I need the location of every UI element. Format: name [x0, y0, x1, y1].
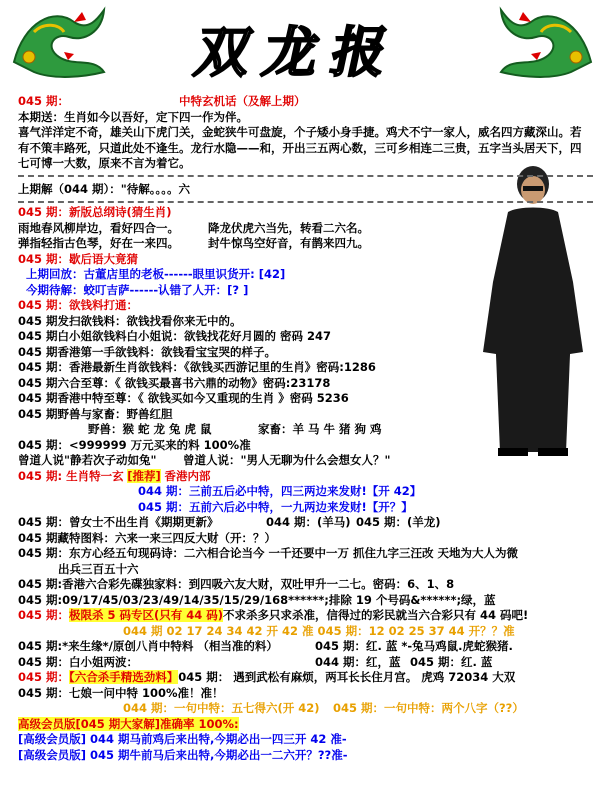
- text-line: 045 期：红. 蓝 *-兔马鸡鼠.虎蛇猴猪.: [315, 639, 513, 653]
- text-line: 野兽：猴 蛇 龙 兔 虎 鼠: [88, 422, 212, 436]
- poem-line: 弹指轻指古色琴，好在一来四。: [18, 236, 179, 250]
- issue-label: 045 期：: [18, 298, 70, 312]
- text-line: 045 期:*来生缘*/原创八肖中特料 （相当准的料）: [18, 639, 278, 653]
- content: [18, 94, 593, 763]
- section-title: 新版总纲诗(猜生肖): [69, 205, 172, 219]
- text-line: 曾道人说："男人无聊为什么会想女人？": [183, 453, 391, 467]
- section-header-1: [18, 94, 593, 110]
- text-line: 家畜：羊 马 牛 猪 狗 鸡: [258, 422, 382, 436]
- text-line: 045 期：一句中特：两个八字（??）: [333, 701, 524, 715]
- text-line: 045 期：香港最新生肖欲钱料：《欲钱买西游记里的生肖》密码:1286: [18, 360, 376, 374]
- answer-box: [? ]: [227, 282, 249, 297]
- header: [0, 0, 607, 92]
- issue-label: 045 期：: [18, 608, 70, 622]
- text-paragraph: 喜气洋洋定不奇，雄关山下虎门关，金蛇狭牛可盘旋，个子矮小身手捷。鸡犬不宁一家人，威名四方藏深山。若有不策丰路死，只道此处不逢生。龙行水隐——和，开出三五两心数，三可乡相连二三贵，五字当头居天下，四七可博一大数，原来不言为着它。: [18, 125, 582, 170]
- text-line: [高级会员版] 045 期牛前马后来出特,今期必出一二六开？??准-: [18, 747, 348, 762]
- text-line: 045 期:香港六合彩先碟独家料：到四吸六友大财，双吐甲升一二七。密码：6、1、8: [18, 577, 455, 591]
- text-line: 044 期 02 17 24 34 42 开 42 准 045 期：12 02 25 37 44 开？？准: [123, 623, 515, 638]
- text-line: 045 期：红. 蓝: [410, 654, 493, 669]
- dragon-right-icon: [491, 2, 601, 82]
- divider: [18, 201, 593, 203]
- text-line: 045 期：曾女士不出生肖《期期更新》: [18, 515, 219, 529]
- text-line: 044 期：一句中特：五七得六(开 42): [123, 701, 320, 715]
- issue-label: 045 期：: [18, 94, 70, 108]
- poem-line: 封牛惊鸟空好音，有鹊来四九。: [208, 236, 369, 250]
- dragon-left-icon: [4, 2, 114, 82]
- member-badge: [045 期大家解]: [75, 716, 161, 731]
- text-line: 045 期香港中特至尊：《 欲钱买如今又重现的生肖 》密码 5236: [18, 391, 349, 405]
- section-title: 香港内部: [164, 468, 211, 483]
- poem-line: 降龙伏虎六当先，转看二六名。: [208, 220, 369, 235]
- kill-zone-badge: 极限杀 5 码专区(只有 44 码): [69, 608, 224, 622]
- text-line: 045 期:09/17/45/03/23/49/14/35/15/29/168******;排除 19 个号码&******;绿，蓝: [18, 592, 496, 607]
- text-line: 045 期： 遇到武松有麻烦，两耳长长住月宫。 虎鸡 72034 大双: [178, 670, 516, 684]
- issue-label: 045 期：: [18, 670, 70, 684]
- recommend-badge: [推荐]: [127, 468, 161, 483]
- text-line: 曾道人说"静若次子动如兔": [18, 453, 157, 467]
- text-line: 045 期藏特图料：六来一来三四反大财（开：？）: [18, 530, 277, 545]
- text-line: 045 期野兽与家畜：野兽红胆: [18, 406, 173, 421]
- accuracy-badge: 准确率 100%:: [160, 716, 239, 731]
- text-line: 044 期：三前五后必中特，四三两边来发财!【开 42】: [138, 484, 422, 498]
- text-line: 045 期：白小姐两波：: [18, 654, 139, 669]
- text-line: 044 期：(羊马): [266, 515, 351, 529]
- text-line: 045 期白小姐欲钱料白小姐说：欲钱找花好月圆的 密码 247: [18, 329, 332, 343]
- text-line: 045 期香港第一手欲钱料：欲钱看宝宝哭的样子。: [18, 344, 277, 359]
- text-line: 045 期：东方心经五句现码诗：二六相合论当今 一千还要中一万 抓住九字三汪改 天地为大人为微: [18, 546, 519, 560]
- section-title: 歇后语大竟猜: [69, 251, 139, 266]
- text-line: 045 期：五前六后必中特，一九两边来发财!【开？】: [138, 499, 413, 514]
- issue-label: 045 期: 生肖特一玄: [18, 468, 124, 483]
- issue-label: 045 期：: [18, 251, 70, 266]
- text-line: 出兵三百五十六: [58, 561, 139, 576]
- text-line: 045 期：七娘一问中特 100%准！准！: [18, 685, 224, 700]
- text-line: 上期回放：古董店里的老板------眼里识货开: [42]: [26, 267, 286, 281]
- member-badge: 高级会员版: [18, 716, 76, 731]
- text-line: 045 期：<999999 万元买来的料 100%准: [18, 437, 251, 452]
- text-line: 上期解（044 期）："待解。。。。六: [18, 181, 190, 196]
- issue-label: 045 期：: [18, 205, 70, 219]
- divider: [18, 175, 593, 177]
- killer-badge: 【六合杀手精选劲料】: [69, 670, 179, 684]
- text-line: 不求杀多只求杀准，信得过的彩民就当六合彩只有 44 码吧!: [223, 608, 529, 622]
- text-line: 045 期发扫欲钱料：欲钱找看你来无中的。: [18, 313, 242, 328]
- text-line: 044 期：红，蓝: [315, 654, 401, 669]
- text-line: 045 期：(羊龙): [356, 515, 441, 529]
- section-title: 中特玄机话（及解上期）: [179, 94, 306, 108]
- text-line: 今期待解：蛟叮吉萨------认错了人开：: [26, 282, 228, 297]
- newspaper-title: 双龙报: [189, 20, 408, 84]
- text-line: [高级会员版] 044 期马前鸡后来出特,今期必出一四三开 42 准-: [18, 732, 347, 746]
- text-line: 045 期六合至尊：《 欲钱买最喜书六鼎的动物》密码:23178: [18, 375, 331, 390]
- text-line: 本期送：生肖如今以吾好，定下四一作为伴。: [18, 109, 248, 124]
- section-title: 欲钱料打通：: [69, 298, 139, 312]
- poem-line: 雨地春风柳岸边，看好四合一。: [18, 220, 179, 235]
